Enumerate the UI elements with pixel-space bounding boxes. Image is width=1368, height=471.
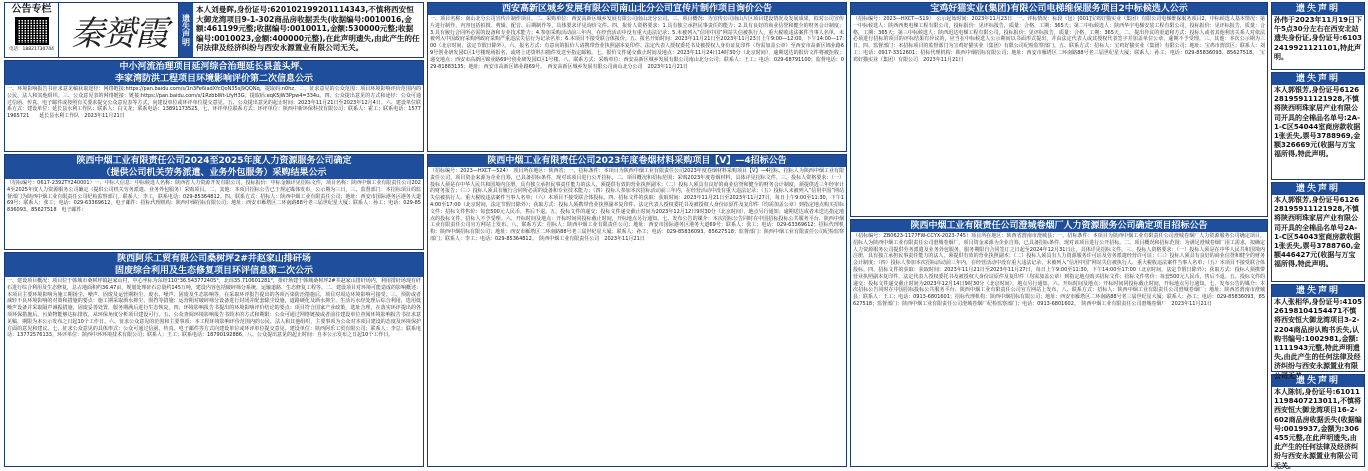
lost-notice-body: 孙伟于2023年11月19日下午5点30分左右在西安北站遗失身份证,身份证号:61032419921121101,特此声明。: [1274, 16, 1362, 61]
notice-ale-eia: [4, 252, 424, 467]
notice-cigarette-material: [427, 154, 847, 467]
notice-column-box: [5, 3, 59, 57]
lost-notice-head: 遗失声明: [1272, 375, 1364, 387]
notice-subtitle: 固废综合利用及生态修复项目环评信息第二次公示: [5, 265, 423, 277]
notice-title: 西安高新区城乡发展有限公司南山北分公司宣传片制作项目询价公告: [428, 3, 846, 15]
lost-notice-tag: 遗失声明: [179, 3, 193, 57]
lost-notice-4: [1271, 284, 1365, 380]
notice-body: 一、建设项目概况：项目位于韩城市桑树坪镇赵家山村，中心坐标为东经110°36.543772405°，北纬35.710601281°，排矸场建于韩城桑树坪2#井赵家山排矸场内，利用排矸场现有矸石进行综合利用及生态修复，总占地面积约36.47亩，规划处理矸石总量约145万吨，建设内容包括破碎筛分系统、运输道路、生态修复工程等。二、建设项目对环境可能造成的影响概述：本项目主要环境影响为施工期扬尘、噪声、固废及运营期粉尘、废水、噪声、固废及生态影响等，在采取环评报告提出的各项污染防治措施后，项目对周边环境影响可接受。三、预防或者减轻不良环境影响的对策和措施的要点：施工期采取洒水抑尘、围挡等措施；运营期对破碎筛分设备进行封闭并配套除尘设施，道路硬化及洒水抑尘，生活污水经处理后综合利用，选用低噪声设备并采取隔声减振措施，固废妥善处置，服务期满后进行生态恢复。四、环境影响报告书提出的环境影响评价结论的要点：项目符合国家产业政策，选址合理，在落实环评提出的各项环保措施后，污染物能够达标排放，从环保角度分析项目建设可行。五、公众查阅环境影响报告书简本的方式和期限：公众可通过网络链接或者前往建设单位查阅环境影响报告书征求意见稿，期限为本公示发布之日起10个工作日。六、征求公众意见的范围和主要事项：本工程环境影响评价范围内的公民、法人和其他组织，主要事项为公众对本项目建设的态度及环境保护方面的意见和建议。七、征求公众意见的具体形式：公众可通过信函、传真、电子邮件等方式向建设单位或环评单位提交意见。建设单位：陕西阿乐工贸有限公司；联系人：李总；联系电话：13772576133。环评单位：陕西中环环境技术有限公司；联系人：王工；联系电话：18790192886。八、公众提出意见的起止时间：自本公示发布之日起10个工作日。: [7, 278, 421, 339]
notice-body: （招标编号：ZB0623-1177FW-CCYX-2023-745）项目所在地区：陕西省渭南市澄城县；一、招标条件：本项目为陕西中烟工业有限责任公司澄城卷烟厂人力资源服务公司确定项目，招标人为陕西中烟工业有限责任公司澄城卷烟厂，项目资金来源为企业自筹，已具备招标条件，现对该项目进行公开招标。二、项目概况和招标范围：为满足澄城卷烟厂用工需求，拟确定人力资源服务公司提供劳务派遣及业务外包服务，服务期限自合同签订之日起至2024年12月31日止，具体详见招标文件。三、投标人资格要求：（一）投标人须是在中华人民共和国境内注册，具有独立承担民事责任能力的法人，须提供有效的营业执照副本；（二）投标人须具有人力资源服务许可证及劳务派遣经营许可证；（三）投标人须具有良好的商业信誉和健全的财务会计制度；（四）投标人参加本次招标活动前三年内，在经营活动中没有重大违法记录，未被列入“信用中国”网站失信被执行人、重大税收违法案件当事人名单；（五）本项目不接受联合体投标。四、招标文件的获取：获取时间：2023年11月21日至2023年11月27日，每日上午9:00至11:30，下午14:00至17:00（北京时间，法定节假日除外）；获取方式：投标人须携带营业执照副本复印件、法定代表人授权委托书及被授权人身份证原件及复印件（均需加盖公章）到指定地点购买招标文件；招标文件售价：每套500元人民币，售后不退。五、投标文件的递交：投标文件递交截止时间为2023年12月14日9时30分（北京时间），地点另行通知。六、开标时间及地点：开标时间同投标截止时间，开标地点另行通知。七、发布公告的媒介：本次招标公告同时在中国招标投标公共服务平台、陕西中烟工业有限责任公司官方网站上发布。八、联系方式：招标人：陕西中烟工业有限责任公司澄城卷烟厂；地址：陕西省渭南市澄城县；联系人：王工；电话：0913-6801601；招标代理机构：陕西中烟招标有限公司；地址：西安市雁塔区二环南路88号老三届世纪星大厦；联系人：孙工；电话：029-85836093、85627518；监督部门：陕西中烟工业有限责任公司澄城卷烟厂纪检监察部门；电话：0913-6801602。 陕西中烟工业有限责任公司澄城卷烟厂 2023年11月21日: [853, 233, 1265, 307]
lost-notice-5: [1271, 374, 1365, 467]
notice-yanhe-eia: [4, 60, 424, 152]
contact-phone: 电话：18821730744: [9, 47, 54, 52]
lost-notice-1: [1271, 2, 1365, 70]
notice-title: 陕西中烟工业有限责任公司2024至2025年度人力资源服务公司确定: [5, 155, 423, 167]
lost-notice-body: 本人郭银芳,身份证号6126281959111219​28,不慎将陕西明珠家居产业有限公司开具的全棉品名单号:2A-1-C区54044室商房款收据1张丢失,票号3788969,金额326669元(收据与万宝福所得,特此声明。: [1274, 86, 1361, 159]
notice-body: 一、环境影响报告书征求意见稿获取途径：网络链接:https://pan.baidu.com/s/1n3Fe6iadXfcQoN35sJ9QQNq，提取码:n0hz。二、征求意见的公众范围：项目环境影响评价范围内的公民、法人和其他组织。三、公众意见表的网络链接：链接:https://pan.baidu.com/s/1RzbbWt-LfyH3G，提取码:eqK5jW3Ppw4=334u。四、公众提出意见的方式和途径：公众可通过信函、传真、电子邮件或按照有关要求提交公众意见表等方式，向建设单位或环评单位提交意见。五、公众提出意见的起止时间：2023年11月21日至2023年12月4日。六、建设单位联系方式：建设单位：延长县水利工作队；联系人：白文龙；联系电话：13891173525。七、环评单位联系方式：环评单位：陕西中新环保科技有限公司；联系人：霍工；联系电话：15771965721 延长县水利工作队 2023年11月21日: [7, 86, 421, 120]
notice-title: 中小河流治理项目延河综合治理延长县盖头坪、: [5, 61, 423, 73]
notice-title: 陕西中烟工业有限责任公司2023年度卷烟材料采购项目【Ⅴ】—4招标公告: [428, 155, 846, 167]
notice-chengcheng-hr: [850, 219, 1268, 467]
notice-body: 一、项目名称：南山北分公司宣传片制作项目。二、采购单位：西安高新区城乡发展有限公司南山北分公司。三、项目概况：为宣传公司南山片区项目建设情况及发展成果，拟对公司宣传片进行制作，内容包括拍摄、剪辑、配音、后期制作等，具体要求详见询价文件。四、报价人资格要求：1.具有独立承担民事责任的能力；2.具有良好的商业信誉和健全的财务会计制度；3.具有履行合同所必需的设备和专业技术能力；4.参加采购活动前三年内，在经营活动中没有重大违法记录；5.未被列入“信用中国”网站失信被执行人、重大税收违法案件当事人名单，未被列入中国政府采购网政府采购严重违法失信行为记录名单；6.本项目不接受联合体报价。五、报名开始时间：2023年11月21日至2023年11月23日上午9:00—12:00，下午14:00—17:00（北京时间，法定节假日除外）。六、报名方式：有意向的报价人请携带营业执照副本复印件、法定代表人授权委托书及被授权人身份证复印件（均需加盖公章）至西安市高新区锦业路69号创业研发园C区1号楼现场报名，或将上述资料扫描件发送至指定邮箱。七、报价文件递交截止时间及地点：2023年11月24日14时30分（北京时间），逾期送达的报价文件将被拒收；递交地点：西安市高新区锦业路69号创业研发园C区1号楼。八、联系方式：采购单位：西安高新区城乡发展有限公司南山北分公司；联系人：王工；电话：029-68791100；监督电话：029-81883135；地址：西安市高新区锦业路69号。 西安高新区城乡发展有限公司南山北分公司 2023年11月21日: [430, 16, 844, 70]
lost-notice-3: [1271, 182, 1365, 282]
column-4: [1271, 2, 1365, 469]
notice-title: 陕西中烟工业有限责任公司澄城卷烟厂人力资源服务公司确定项目招标公告: [851, 220, 1267, 232]
notice-video-inquiry: [427, 2, 847, 152]
lost-notice-body: 本人郭银芳,身份证号6126281959111219​28,不慎将陕西明珠家居产业有限公司开具的全棉品名单号2A-1-C区54043室商房款收据1张丢失,票号3788760,金额446427元(收据与万宝福所得,特此声明。: [1274, 196, 1361, 269]
notice-elevator-candidates: [850, 2, 1268, 217]
notice-title: 陕西阿乐工贸有限公司桑树坪2#井赵家山排矸场: [5, 253, 423, 265]
column-3: [850, 2, 1268, 469]
notice-subtitle: （提供公司机关劳务派遣、业务外包服务）采购结果公示: [5, 167, 423, 179]
column-1-header: [4, 2, 424, 58]
notice-subtitle: 李家湾防洪工程项目环境影响评价第二次信息公示: [5, 73, 423, 85]
column-2: [427, 2, 847, 469]
qr-code-icon: [15, 17, 49, 45]
notice-column-title: 公告专栏: [11, 4, 52, 15]
lost-notice-head: 遗失声明: [1272, 285, 1364, 297]
notice-body: （招标编号：2023—HXCT—524） 项目所在地区：陕西省；一、招标条件：本项目为陕西中烟工业有限责任公司2023年度卷烟材料采购项目【Ⅴ】—4招标，招标人为陕西中烟工业有限责任公司，项目资金来源为企业自筹，已具备招标条件，现对该项目进行公开招标。二、项目概况和招标范围：采购2023年度卷烟材料，具体详见招标文件。三、投标人资格要求：（一）投标人须是在中华人民共和国境内注册，具有独立承担民事责任能力的法人，须提供有效的营业执照副本；（二）投标人须具有良好的商业信誉和健全的财务会计制度，须提供近三年经审计的财务报告；（三）投标人须具有履行合同所必需的设备和专业技术能力；（四）投标人参加本次招标活动前三年内，在经营活动中没有重大违法记录；（五）投标人未被列入“信用中国”网站失信被执行人、重大税收违法案件当事人名单；（六）本项目不接受联合体投标。四、招标文件的获取：获取时间：2023年11月21日至2023年11月27日，每日上午9:00至11:30，下午14:00至17:00（北京时间，法定节假日除外）；获取方式：投标人须携带营业执照副本复印件、法定代表人授权委托书及被授权人身份证原件及复印件（均需加盖公章）到指定地点购买招标文件；招标文件售价：每套500元人民币，售后不退。五、投标文件的递交：投标文件递交截止时间为2023年12月12日9时30分（北京时间），地点另行通知；逾期送达或者未送达指定地点的投标文件，招标人不予受理。六、开标时间及地点：开标时间同投标截止时间，开标地点另行通知。七、发布公告的媒介：本次招标公告同时在中国招标投标公共服务平台、陕西中烟工业有限责任公司官方网站上发布。八、联系方式：招标人：陕西中烟工业有限责任公司；地址：西安市国际港务区港务大道69号；联系人：张工；电话：029-63369612；招标代理机构：陕西中烟招标有限公司；地址：西安市雁塔区二环南路88号老三届世纪星大厦；联系人：孙工；电话：029-85836093、85627518；监督部门：陕西中烟工业有限责任公司纪检监察部门；联系人：李工；电话：029-85364812。 陕西中烟工业有限责任公司 2023年11月21日: [430, 168, 844, 242]
notice-hr-service-result: [4, 154, 424, 250]
notice-body: （招标编号：0617-2392TY240001）一、中标人信息：中标候选人名称：陕西省人力资源开发有限公司，投标报价：中标金额详见招标文件，项目名称：陕西中烟工业有限责任公司2024至2025年度人力资源服务公司确定（提供公司机关劳务派遣、业务外包服务）采购项目。二、其他：本项目招标公告已于规定媒体发布，公示期为三日。三、监督部门：本招标项目的监督部门为陕西中烟工业有限责任公司纪检监察部门。联系人：李工，联系电话：029-85364812。四、联系方式：招标人：陕西中烟工业有限责任公司；地址：西安市国际港务区港务大道69号；联系人：张工；电话：029-63369612。电子邮件：招标代理机构：陕西中烟招标有限公司；地址：西安市雁塔区二环南路88号老三届世纪星大厦；联系人：孙工；电话：029-85836093、85627518 电子邮件：: [7, 180, 421, 214]
column-1: [4, 2, 424, 469]
lost-notice-head: 遗失声明: [1272, 73, 1364, 85]
lost-notice-head: 遗失声明: [1272, 3, 1364, 15]
lost-notice-body: 本人张相华,身份证号:41052619810415447​1不慎将西安恒大御龙湾项目3-2-2204商品房认购书丢失,认购书编号:1002981,金额:1111943元整,特此声明遗失,由此产生的任何法律及经济纠纷与西安永源置业有限公司无关。: [1274, 298, 1362, 380]
lost-notice-body: 本人陈钊,身份证号:61011119840721301​1,不慎将西安恒大御龙湾项目16-2-602商品房收据丢失(收据编号:0019937,金额为:306455元整,在此声明遗失,由此产生的任何法律及经济纠纷与西安永源置业有限公司无关。: [1274, 388, 1362, 469]
notice-body: （招标编号：2023—HXCT—519） 公示起始时间：2023年11月23日 一、评标情况：标段（包）[001]宝鸡好猫实业（集团）有限公司电梯维保服务项目2，中标候选人基本情况：第一中标候选人：陕西西奥电梯工程有限公司，投标报价：见评标报告，质量：合格，工期：365天；第二中标候选人：陕西华宇电梯安装工程有限公司，投标报价：见评标报告，质量：合格，工期：365天；第三中标候选人：陕西迅达电梯工程有限公司，投标报价：见评标报告，质量：合格，工期：365天。二、提出异议的渠道和方式：投标人或者其他利害关系人对依法必须进行招标的项目的评标结果有异议的，应当在中标候选人公示期间以书面形式提出，并由法定代表人或其授权代表签字并加盖单位公章，逾期不予受理。三、其他：本次公示期为三日。四、监督部门：本招标项目的监督部门为宝鸡好猫实业（集团）有限公司纪检监察部门。五、联系方式：招标人：宝鸡好猫实业（集团）有限公司；地址：宝鸡市渭滨区；联系人：刘工；电话：0917-3312601；招标代理机构：陕西中烟招标有限公司；地址：西安市雁塔区二环南路88号老三届世纪星大厦；联系人：孙工；电话：029-85836093、85627518。 宝鸡好猫实业（集团）有限公司 2023年11月21日: [853, 16, 1265, 63]
lost-notice-2: [1271, 72, 1365, 180]
calligraphy-signature: 秦赟霞: [59, 3, 179, 57]
lost-notice-head: 遗失声明: [1272, 183, 1364, 195]
top-lost-notice-text: 本人刘曼晖,身份证号:620102199201114343,不慎将西安恒大御龙湾项目9-1-302商品房收据丢失(收据编号:0010016,金额:461199元整;收据编号:0010011,金额:530000元整;收据编号:0010023,金额:400000元整),在此声明遗失,由此产生的任何法律及经济纠纷与西安永源置业有限公司无关。: [196, 5, 420, 53]
notice-title: 宝鸡好猫实业(集团)有限公司电梯维保服务项目2中标候选人公示: [851, 3, 1267, 15]
